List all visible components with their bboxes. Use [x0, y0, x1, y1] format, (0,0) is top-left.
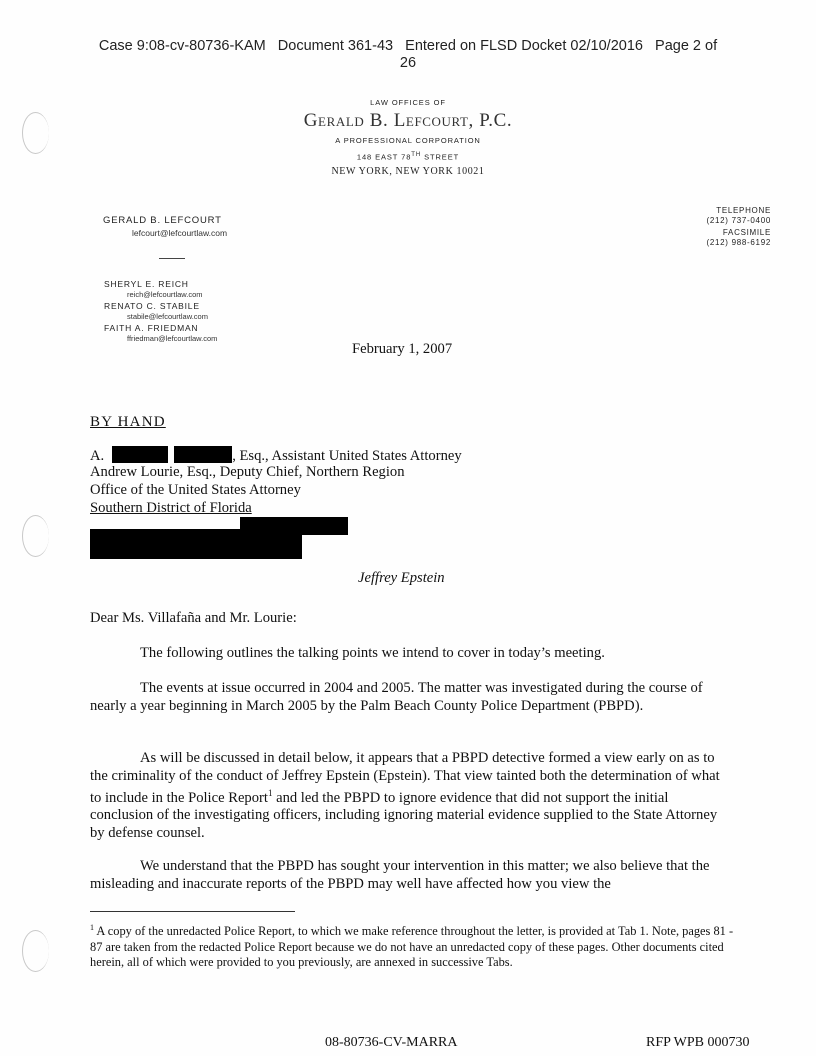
law-offices-label: LAW OFFICES OF [370, 98, 446, 107]
footnote-reference: 1 [267, 788, 273, 798]
salutation: Dear Ms. Villafaña and Mr. Lourie: [90, 610, 297, 626]
footnote-number: 1 [90, 923, 94, 932]
docket-line-2: 26 [399, 55, 417, 71]
re-line: Jeffrey Epstein [358, 570, 445, 586]
recipient-initial: A. [90, 448, 105, 464]
redaction-block [112, 446, 168, 463]
docket-line-1: Case 9:08-cv-80736-KAM Document 361-43 Entered on FLSD Docket 02/10/2016 Page 2 of [98, 38, 718, 54]
fax-label: FACSIMILE [722, 228, 771, 237]
attorney-divider [159, 258, 185, 259]
telephone-number: (212) 737-0400 [706, 216, 771, 225]
recipient-line-4: Southern District of Florida [90, 500, 252, 516]
principal-attorney-name: GERALD B. LEFCOURT [103, 215, 222, 226]
footer-bates-number: RFP WPB 000730 [646, 1035, 750, 1050]
principal-attorney-email: lefcourt@lefcourtlaw.com [132, 228, 228, 238]
docket-header [0, 38, 816, 72]
associate-name: SHERYL E. REICH [104, 279, 189, 289]
body-paragraph: The events at issue occurred in 2004 and 2005. The matter was investigated during the course of nearly a year beginning in March 2005 by the Palm Beach County Police Department (PBPD). [90, 680, 703, 714]
firm-street [0, 152, 816, 162]
footer-case-number: 08-80736-CV-MARRA [325, 1035, 458, 1050]
delivery-method: BY HAND [90, 414, 166, 430]
body-paragraph: The following outlines the talking points we intend to cover in today’s meeting. [140, 645, 605, 661]
fax-number: (212) 988-6192 [706, 238, 771, 247]
associate-email: ffriedman@lefcourtlaw.com [127, 334, 218, 343]
firm-corporation: A PROFESSIONAL CORPORATION [335, 136, 481, 145]
firm-name: Gerald B. Lefcourt, P.C. [303, 110, 513, 131]
body-paragraph-text: that did not support the initial conclusion of the investigating officers, including ignoring material evidence supplied to the State Attorney by defense counsel. [90, 789, 718, 841]
recipient-line-3: Office of the United States Attorney [90, 482, 301, 498]
body-paragraph: We understand that the PBPD has sought your intervention in this matter; we also believe that the misleading and inaccurate reports of the PBPD may well have affected how you view the [90, 858, 710, 892]
associate-name: FAITH A. FRIEDMAN [104, 323, 199, 333]
redaction-block [90, 529, 302, 559]
firm-city: NEW YORK, NEW YORK 10021 [331, 166, 485, 177]
street-ordinal: TH [411, 152, 422, 158]
redaction-block [174, 446, 232, 463]
body-paragraph-text: As will be discussed in detail below, it appears that a PBPD detective formed a view early on as to the criminality of the conduct of Jeffrey Epstein (Epstein). That view tainted both the determination of what to include in the Police Report [90, 750, 720, 806]
footnote-separator [90, 911, 295, 912]
footnote-text: A copy of the unredacted Police Report, to which we make reference throughout the letter, is provided at Tab 1. Note, pages 81 - 87 are taken from the redacted Police Report because we do not have an unredacted copy of these pages. Other documents cited herein, all of which were provided to you previously, are annexed in successive Tabs. [90, 924, 734, 970]
margin-punch-mark-2 [22, 515, 49, 557]
body-paragraph-text: and led the PBPD to ignore evidence [272, 789, 496, 806]
associate-name: RENATO C. STABILE [104, 301, 200, 311]
body-paragraph [90, 750, 730, 842]
recipient-title: , Esq., Assistant United States Attorney [232, 448, 462, 464]
footnote [90, 920, 740, 971]
recipient-line-1 [90, 446, 462, 466]
letter-date: February 1, 2007 [352, 341, 453, 357]
associate-email: stabile@lefcourtlaw.com [127, 312, 208, 321]
street-number: 148 EAST 78 [356, 152, 412, 162]
associate-email: reich@lefcourtlaw.com [127, 290, 203, 299]
telephone-label: TELEPHONE [716, 206, 771, 215]
recipient-line-2: Andrew Lourie, Esq., Deputy Chief, Northern Region [90, 464, 405, 480]
margin-punch-mark-3 [22, 930, 49, 972]
street-suffix: STREET [421, 152, 460, 162]
